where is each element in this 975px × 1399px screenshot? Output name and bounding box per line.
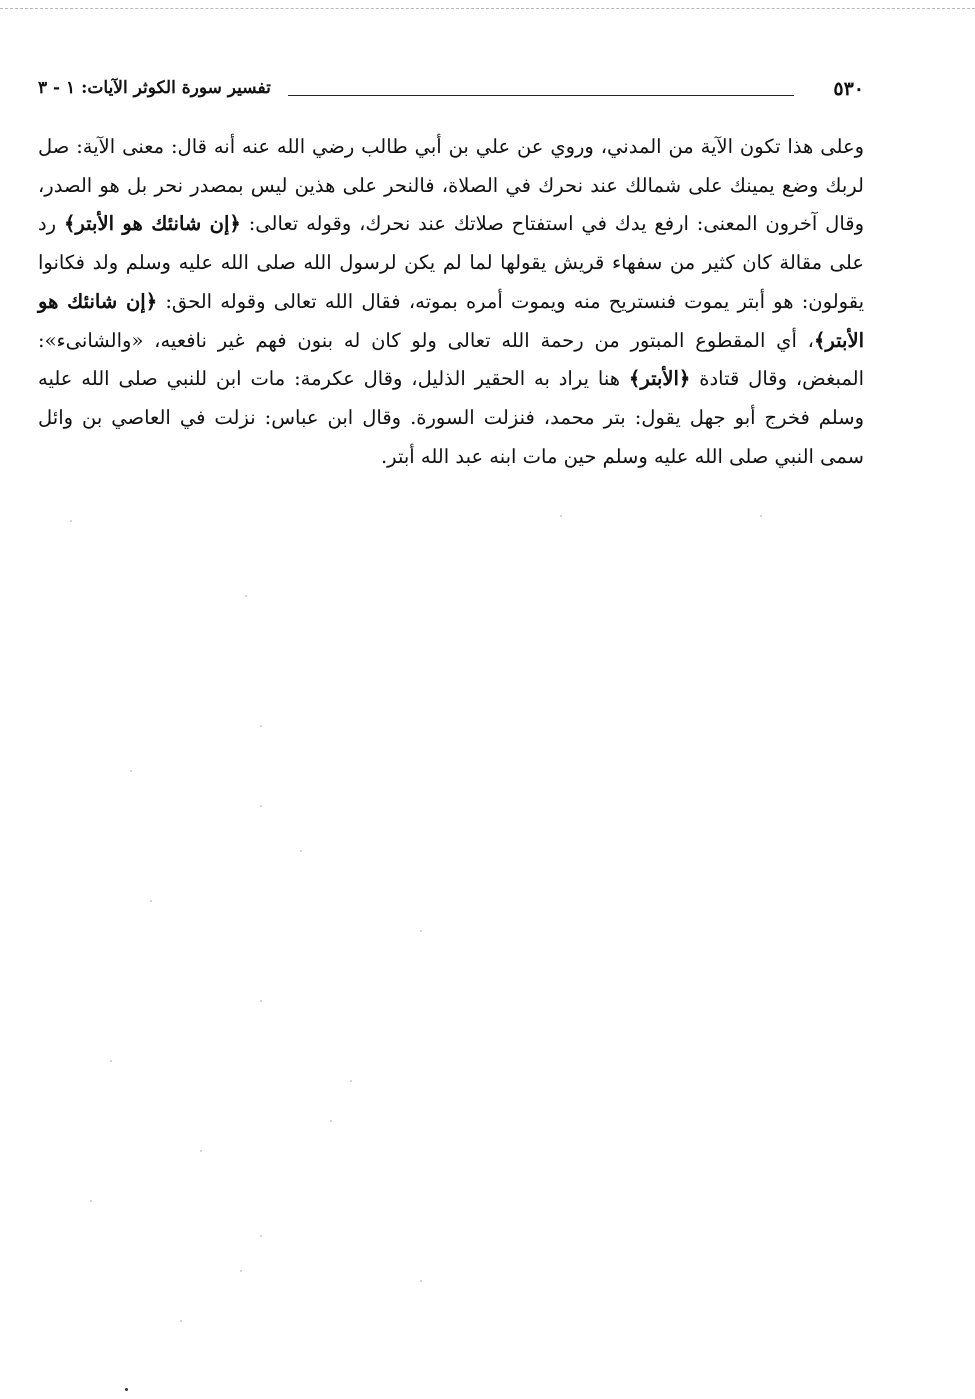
scan-speck: [420, 930, 422, 932]
scan-speck: [110, 1060, 112, 1062]
scan-dot: [125, 1388, 128, 1391]
scan-speck: [70, 520, 72, 522]
body-text: [38, 128, 864, 476]
paragraph: [38, 128, 864, 476]
scan-speck: [260, 805, 262, 807]
text-run: وعلى هذا تكون الآية من المدني، وروي عن علي بن أبي طالب رضي الله عنه أنه قال: معنى الآية: صل لربك وضع يمينك على شمالك عند نحرك في الصلاة، فالنحر على هذين ليس بمصدر نحر بل هو الصدر، وقال آخرون المعنى: ارفع يدك في استفتاح صلاتك عند نحرك، وقوله تعالى:: [38, 135, 864, 236]
scan-speck: [240, 1270, 242, 1272]
scan-speck: [420, 1280, 422, 1282]
header-rule: [288, 95, 794, 96]
scan-speck: [330, 1120, 332, 1122]
text-run: هنا يراد به الحقير الذليل، وقال عكرمة: مات ابن للنبي صلى الله عليه وسلم فخرج أبو جهل يقول: بتر محمد، فنزلت السورة. وقال ابن عباس: نزلت في العاصي بن وائل سمى النبي صلى الله عليه وسلم حين مات ابنه عبد الله أبتر.: [38, 367, 864, 468]
running-title: تفسير سورة الكوثر الآيات: ١ - ٣: [38, 78, 271, 98]
scan-speck: [350, 1080, 352, 1082]
scan-speck: [260, 725, 262, 727]
scan-speck: [130, 770, 132, 772]
page-number: ٥٣٠: [833, 78, 864, 100]
scan-speck: [260, 1000, 262, 1002]
scan-speck: [90, 1200, 92, 1202]
quran-quote: ﴿إن شانئك هو الأبتر﴾: [63, 212, 241, 236]
page-header: [38, 78, 864, 106]
quran-quote: ﴿إن شانئك هو الأبتر﴾: [38, 289, 864, 352]
quran-quote: ﴿الأبتر﴾: [628, 367, 691, 391]
scan-speck: [760, 515, 762, 517]
text-run: رد على مقالة كان كثير من سفهاء قريش يقولها لما لم يكن لرسول الله صلى الله عليه وسلم ولد فكانوا يقولون: هو أبتر يموت فنستريح منه ويموت أمره بموته، فقال الله تعالى وقوله الحق:: [38, 212, 864, 313]
scan-speck: [180, 1320, 182, 1322]
text-run: ، أي المقطوع المبتور من رحمة الله تعالى ولو كان له بنون فهم غير نافعيه، «والشانىء»: المبغض، وقال قتادة: [38, 328, 864, 391]
scan-speck: [260, 1235, 262, 1237]
scan-speck: [245, 595, 247, 597]
scan-speck: [200, 1150, 202, 1152]
scan-speck: [150, 900, 152, 902]
scan-edge-rule: [0, 8, 975, 9]
scan-speck: [300, 850, 302, 852]
scan-speck: [560, 515, 562, 517]
